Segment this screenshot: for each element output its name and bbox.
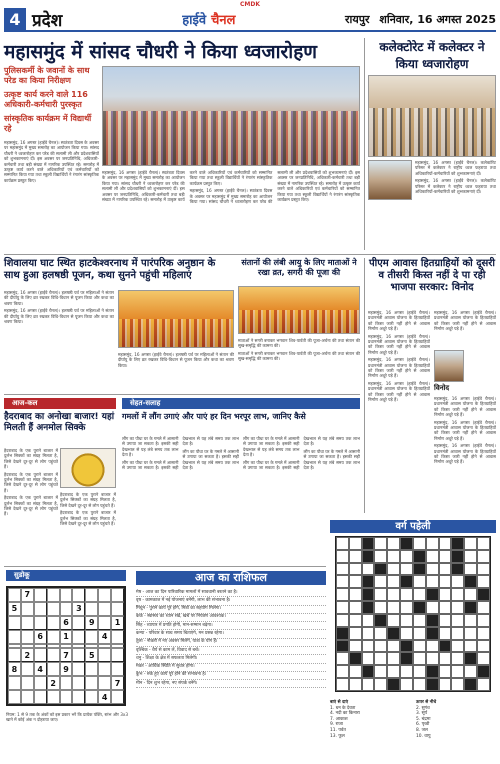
lead-body: महासमुंद, 16 अगस्त (हाईवे चैनल)। स्वतंत्रता दिवस के अवसर पर महासमुंद में मुख्य समारोह का आयोजन किया गया। सांसद चौधरी ने ध्वजारोहण कर परेड की सलामी ली और प्रदेशवासियों को शुभकामनाएं दीं। इस अवसर पर जनप्रतिनिधि, अधिकारी-कर्मचारी तथा बड़ी संख्या में नागरिक उपस्थित रहे। समारोह में उत्कृष्ट कार्य करने वाले अधिकारियों एवं कर्मचारियों को सम्मानित किया गया तथा स्कूली विद्यार्थियों ने रंगारंग सांस्कृतिक कार्यक्रम प्रस्तुत किए। bbox=[4, 140, 99, 183]
crossword-cell[interactable] bbox=[362, 563, 375, 576]
crossword-cell[interactable] bbox=[439, 614, 452, 627]
crossword-cell[interactable] bbox=[387, 550, 400, 563]
sudoku-cell[interactable]: 4 bbox=[34, 662, 47, 676]
crossword-cell[interactable] bbox=[451, 665, 464, 678]
crossword-cell[interactable] bbox=[349, 588, 362, 601]
crossword-cell[interactable] bbox=[336, 601, 349, 614]
sudoku-cell[interactable] bbox=[8, 676, 21, 690]
crossword-block bbox=[464, 652, 477, 665]
shivalay-photo bbox=[118, 290, 234, 348]
crossword-block bbox=[400, 652, 413, 665]
sudoku-cell[interactable] bbox=[47, 690, 60, 704]
crossword-block bbox=[400, 537, 413, 550]
sudoku-cell[interactable]: 9 bbox=[60, 662, 73, 676]
crossword-cell[interactable] bbox=[400, 665, 413, 678]
hyderabad-body-cont: हैदराबाद के एक पुराने बाजार में दुर्लभ सिक्कों का संग्रह मिलता है, जिसे देखने दूर-दूर से लोग पहुंचते हैं। हैदराबाद के एक पुराने बाजार में दुर्लभ सिक्कों का संग्रह मिलता है, जिसे देखने दूर-दूर से लोग पहुंचते हैं। bbox=[60, 492, 116, 527]
crossword-cell[interactable] bbox=[374, 652, 387, 665]
crossword-cell[interactable] bbox=[374, 550, 387, 563]
crossword-cell[interactable] bbox=[400, 550, 413, 563]
crossword-block bbox=[400, 640, 413, 653]
sudoku-cell[interactable] bbox=[85, 676, 98, 690]
crossword-block bbox=[413, 550, 426, 563]
sudoku-cell[interactable] bbox=[8, 616, 21, 630]
sudoku-cell[interactable] bbox=[98, 648, 111, 662]
health-body: लौंग का पौधा घर के गमले में आसानी से उगाया जा सकता है। इसकी सही देखभाल से यह लंबे समय तक लाभ देता है। लौंग का पौधा घर के गमले में आसानी से उगाया जा सकता है। इसकी सही देखभाल से यह लंबे समय तक लाभ देता है। लौंग का पौधा घर के गमले में आसानी से उगाया जा सकता है। इसकी सही देखभाल से यह लंबे समय तक लाभ देता है। लौंग का पौधा घर के गमले में आसानी से उगाया जा सकता है। इसकी सही देखभाल से यह लंबे समय तक लाभ देता है। लौंग का पौधा घर के गमले में आसानी से उगाया जा सकता है। इसकी सही देखभाल से यह लंबे समय तक लाभ देता है। लौंग का पौधा घर के गमले में आसानी से उगाया जा सकता है। इसकी सही देखभाल से यह लंबे समय तक लाभ देता है। bbox=[122, 436, 360, 471]
shivalay-body: महासमुंद, 16 अगस्त (हाईवे चैनल)। हलषष्ठी पर्व पर महिलाओं ने संतान की दीर्घायु के लिए व्रत रखकर विधि-विधान से पूजन किया और कथा का श्रवण किया। महासमुंद, 16 अगस्त (हाईवे चैनल)। हलषष्ठी पर्व पर महिलाओं ने संतान की दीर्घायु के लिए व्रत रखकर विधि-विधान से पूजन किया और कथा का श्रवण किया। bbox=[4, 290, 114, 325]
crossword-cell[interactable] bbox=[439, 652, 452, 665]
crossword-cell[interactable] bbox=[464, 550, 477, 563]
hyderabad-body: हैदराबाद के एक पुराने बाजार में दुर्लभ सिक्कों का संग्रह मिलता है, जिसे देखने दूर-दूर से लोग पहुंचते हैं। हैदराबाद के एक पुराने बाजार में दुर्लभ सिक्कों का संग्रह मिलता है, जिसे देखने दूर-दूर से लोग पहुंचते हैं। हैदराबाद के एक पुराने बाजार में दुर्लभ सिक्कों का संग्रह मिलता है, जिसे देखने दूर-दूर से लोग पहुंचते हैं। bbox=[4, 448, 58, 517]
crossword-block bbox=[362, 550, 375, 563]
crossword-cell[interactable] bbox=[374, 665, 387, 678]
sudoku-cell[interactable] bbox=[47, 648, 60, 662]
crossword-cell[interactable] bbox=[362, 627, 375, 640]
crossword-cell[interactable] bbox=[477, 563, 490, 576]
crossword-cell[interactable] bbox=[349, 614, 362, 627]
sudoku-cell[interactable]: 1 bbox=[60, 630, 73, 644]
crossword-cell[interactable] bbox=[400, 678, 413, 691]
clue-down: 10. वायु bbox=[416, 733, 431, 739]
crossword-cell[interactable] bbox=[336, 678, 349, 691]
crossword-cell[interactable] bbox=[374, 627, 387, 640]
crossword-cell[interactable] bbox=[349, 550, 362, 563]
crossword-cell[interactable] bbox=[400, 614, 413, 627]
horoscope-item: मेष - आज का दिन पारिवारिक मामलों में सावधानी बरतने का है। bbox=[136, 589, 326, 597]
crossword-cell[interactable] bbox=[413, 614, 426, 627]
date-label: शनिवार, 16 अगस्त 2025 bbox=[379, 12, 496, 26]
crossword-cell[interactable] bbox=[349, 563, 362, 576]
pm-awas-byline: विनोद bbox=[434, 384, 450, 392]
pm-awas-headline: पीएम आवास हितग्राहियों को दूसरी व तीसरी किस्त नहीं दे पा रही भाजपा सरकार: विनोद bbox=[369, 258, 495, 293]
crossword-cell[interactable] bbox=[439, 563, 452, 576]
crossword-block bbox=[349, 652, 362, 665]
crossword-block bbox=[374, 614, 387, 627]
crossword-cell[interactable] bbox=[374, 678, 387, 691]
crossword-block bbox=[362, 537, 375, 550]
sudoku-cell[interactable] bbox=[111, 588, 124, 602]
crossword-cell[interactable] bbox=[349, 640, 362, 653]
crossword-cell[interactable] bbox=[362, 678, 375, 691]
sudoku-cell[interactable] bbox=[34, 648, 47, 662]
crossword-block bbox=[477, 665, 490, 678]
crossword-cell[interactable] bbox=[413, 652, 426, 665]
crossword-cell[interactable] bbox=[477, 575, 490, 588]
crossword-block bbox=[439, 640, 452, 653]
crossword-cell[interactable] bbox=[374, 575, 387, 588]
crossword-cell[interactable] bbox=[464, 665, 477, 678]
sudoku-cell[interactable] bbox=[47, 616, 60, 630]
sudoku-cell[interactable]: 8 bbox=[8, 662, 21, 676]
sudoku-cell[interactable] bbox=[85, 690, 98, 704]
crossword-cell[interactable] bbox=[426, 537, 439, 550]
horoscope-item: मकर - आर्थिक स्थिति में सुधार होगा। bbox=[136, 664, 326, 672]
crossword-cell[interactable] bbox=[464, 627, 477, 640]
dateline bbox=[345, 12, 496, 27]
crossword-cell[interactable] bbox=[413, 575, 426, 588]
sudoku-cell[interactable]: 5 bbox=[8, 602, 21, 616]
sudoku-title: सुडोकू bbox=[6, 570, 126, 581]
crossword-cell[interactable] bbox=[400, 588, 413, 601]
section-divider bbox=[4, 394, 360, 395]
sudoku-cell[interactable] bbox=[21, 662, 34, 676]
crossword-block bbox=[413, 601, 426, 614]
masthead bbox=[4, 8, 496, 32]
crossword-cell[interactable] bbox=[387, 588, 400, 601]
crossword-cell[interactable] bbox=[439, 575, 452, 588]
sudoku-cell[interactable] bbox=[98, 616, 111, 630]
sudoku-cell[interactable] bbox=[21, 616, 34, 630]
sudoku-cell[interactable]: 7 bbox=[21, 588, 34, 602]
crossword-cell[interactable] bbox=[387, 652, 400, 665]
crossword-cell[interactable] bbox=[349, 537, 362, 550]
lead-bullet: उत्कृष्ट कार्य करने वाले 116 अधिकारी-कर्मचारी पुरस्कृत bbox=[4, 90, 88, 109]
sudoku-note: नियम: 1 से 9 तक के अंकों को इस प्रकार भरें कि प्रत्येक पंक्ति, स्तंभ और 3x3 खाने में कोई अंक न दोहराया जाए। bbox=[6, 712, 128, 723]
collector-portrait bbox=[368, 160, 412, 200]
sudoku-cell[interactable] bbox=[72, 588, 85, 602]
santan-headline: संतानों की लंबी आयु के लिए माताओं ने रखा व्रत, सगरी की पूजा की bbox=[241, 258, 357, 277]
crossword-cell[interactable] bbox=[426, 550, 439, 563]
collector-body: महासमुंद, 16 अगस्त (हाईवे चैनल)। कलेक्टोरेट परिसर में कलेक्टर ने राष्ट्रीय ध्वज फहराया तथा अधिकारियों-कर्मचारियों को शुभकामनाएं दीं। महासमुंद, 16 अगस्त (हाईवे चैनल)। कलेक्टोरेट परिसर में कलेक्टर ने राष्ट्रीय ध्वज फहराया तथा अधिकारियों-कर्मचारियों को शुभकामनाएं दीं। bbox=[415, 160, 496, 195]
crossword-cell[interactable] bbox=[464, 614, 477, 627]
crossword-cell[interactable] bbox=[426, 601, 439, 614]
sudoku-cell[interactable] bbox=[72, 676, 85, 690]
sudoku-cell[interactable] bbox=[60, 588, 73, 602]
sudoku-cell[interactable] bbox=[98, 602, 111, 616]
clues-down-title: ऊपर से नीचे bbox=[416, 700, 437, 705]
crossword-cell[interactable] bbox=[439, 627, 452, 640]
sudoku-cell[interactable]: 4 bbox=[98, 690, 111, 704]
crossword-cell[interactable] bbox=[336, 665, 349, 678]
crossword-cell[interactable] bbox=[426, 652, 439, 665]
collector-headline: कलेक्टोरेट में कलेक्टर ने किया ध्वजारोहण bbox=[379, 40, 485, 71]
crossword-cell[interactable] bbox=[362, 614, 375, 627]
sudoku-cell[interactable]: 6 bbox=[34, 630, 47, 644]
crossword-cell[interactable] bbox=[336, 537, 349, 550]
sudoku-cell[interactable] bbox=[72, 648, 85, 662]
sudoku-cell[interactable] bbox=[47, 602, 60, 616]
horoscope-item: सिंह - व्यापार में प्रगति होगी, मान-सम्मान बढ़ेगा। bbox=[136, 622, 326, 630]
crossword-cell[interactable] bbox=[349, 601, 362, 614]
crossword-cell[interactable] bbox=[374, 588, 387, 601]
sudoku-cell[interactable] bbox=[85, 662, 98, 676]
horoscope-item: वृश्चिक - धैर्य से काम लें, विवाद से बचें। bbox=[136, 647, 326, 655]
sudoku-cell[interactable] bbox=[47, 662, 60, 676]
crossword-cell[interactable] bbox=[413, 537, 426, 550]
pm-awas-body-cont2: महासमुंद, 16 अगस्त (हाईवे चैनल)। प्रधानमंत्री आवास योजना के हितग्राहियों को किस्त जारी नहीं होने से आवास निर्माण अधूरे पड़े हैं। महासमुंद, 16 अगस्त (हाईवे चैनल)। प्रधानमंत्री आवास योजना के हितग्राहियों को किस्त जारी नहीं होने से आवास निर्माण अधूरे पड़े हैं। महासमुंद, 16 अगस्त (हाईवे चैनल)। प्रधानमंत्री आवास योजना के हितग्राहियों को किस्त जारी नहीं होने से आवास निर्माण अधूरे पड़े हैं। bbox=[434, 396, 496, 465]
crossword-block bbox=[426, 627, 439, 640]
sudoku-cell[interactable] bbox=[34, 676, 47, 690]
horoscope-list bbox=[136, 589, 326, 688]
shivalay-headline: शिवालया घाट स्थित हाटकेश्वरनाथ में पारंपरिक अनुष्ठान के साथ हुआ हलषष्ठी पूजन, कथा सुनने पहुंची महिलाएं bbox=[4, 258, 216, 281]
crossword-cell[interactable] bbox=[477, 640, 490, 653]
crossword-cell[interactable] bbox=[413, 627, 426, 640]
sudoku-cell[interactable] bbox=[72, 690, 85, 704]
page-number: 4 bbox=[4, 8, 26, 30]
crossword-block bbox=[336, 640, 349, 653]
lead-bullets bbox=[4, 66, 99, 138]
crossword-block bbox=[426, 588, 439, 601]
horoscope-item: तुला - नौकरी में नए अवसर मिलेंगे, यात्रा के योग हैं। bbox=[136, 639, 326, 647]
sudoku-cell[interactable] bbox=[60, 690, 73, 704]
horoscope-item: मिथुन - पुराने कार्य पूरे होंगे, मित्रों का सहयोग मिलेगा। bbox=[136, 606, 326, 614]
crossword-block bbox=[413, 563, 426, 576]
crossword-cell[interactable] bbox=[477, 627, 490, 640]
sudoku-cell[interactable] bbox=[98, 588, 111, 602]
santan-photo bbox=[238, 286, 360, 334]
horoscope-item: धनु - शिक्षा के क्षेत्र में सफलता मिलेगी। bbox=[136, 655, 326, 663]
sudoku-grid bbox=[6, 586, 126, 706]
santan-body: माताओं ने सगरी बनाकर भगवान शिव-पार्वती की पूजा-अर्चना की तथा संतान की सुख-समृद्धि की कामना की। माताओं ने सगरी बनाकर भगवान शिव-पार्वती की पूजा-अर्चना की तथा संतान की सुख-समृद्धि की कामना की। bbox=[238, 338, 360, 362]
crossword-cell[interactable] bbox=[349, 575, 362, 588]
sudoku-cell[interactable]: 6 bbox=[60, 616, 73, 630]
newspaper-name-part1: हाईवे bbox=[182, 13, 207, 28]
crossword-cell[interactable] bbox=[413, 588, 426, 601]
crossword-block bbox=[451, 537, 464, 550]
section-title: प्रदेश bbox=[32, 10, 63, 31]
hyderabad-headline: हैदराबाद का अनोखा बाजार! यहां मिलती हैं अनमोल सिक्के bbox=[4, 412, 115, 433]
sudoku-cell[interactable]: 9 bbox=[85, 616, 98, 630]
crossword-cell[interactable] bbox=[477, 614, 490, 627]
crossword-block bbox=[400, 575, 413, 588]
clue-across: 9. राजा bbox=[330, 722, 343, 728]
sudoku-cell[interactable] bbox=[85, 602, 98, 616]
crossword-cell[interactable] bbox=[362, 640, 375, 653]
column-divider bbox=[364, 38, 365, 250]
sudoku-cell[interactable] bbox=[60, 676, 73, 690]
sudoku-cell[interactable] bbox=[21, 602, 34, 616]
crossword-cell[interactable] bbox=[387, 575, 400, 588]
crossword-cell[interactable] bbox=[336, 588, 349, 601]
brand-label: CMDK bbox=[239, 1, 260, 8]
sudoku-cell[interactable]: 1 bbox=[111, 616, 124, 630]
crossword-block bbox=[387, 678, 400, 691]
clue-down: 8. जल bbox=[416, 727, 428, 733]
clue-down: 3. सूर्य bbox=[416, 711, 428, 717]
sudoku-cell[interactable] bbox=[8, 648, 21, 662]
coin-photo bbox=[60, 448, 116, 488]
crossword-block bbox=[451, 550, 464, 563]
sudoku-cell[interactable] bbox=[47, 588, 60, 602]
health-kicker: सेहत-सलाह bbox=[122, 398, 360, 409]
crossword-cell[interactable] bbox=[439, 601, 452, 614]
sudoku-cell[interactable] bbox=[72, 662, 85, 676]
crossword-cell[interactable] bbox=[349, 665, 362, 678]
crossword-cell[interactable] bbox=[387, 537, 400, 550]
clue-across: 4. नदी का किनारा bbox=[330, 711, 360, 717]
crossword-cell[interactable] bbox=[439, 588, 452, 601]
crossword-block bbox=[477, 588, 490, 601]
sudoku-cell[interactable] bbox=[98, 662, 111, 676]
crossword-cell[interactable] bbox=[387, 640, 400, 653]
lead-photo-parade bbox=[102, 66, 360, 166]
crossword-cell[interactable] bbox=[477, 537, 490, 550]
lead-bullet: पुलिसकर्मी के जवानों के साथ परेड का किया निरीक्षण bbox=[4, 66, 90, 85]
sudoku-cell[interactable]: 7 bbox=[60, 648, 73, 662]
crossword-cell[interactable] bbox=[413, 640, 426, 653]
sudoku-cell[interactable] bbox=[111, 690, 124, 704]
crossword-cell[interactable] bbox=[336, 550, 349, 563]
crossword-cell[interactable] bbox=[451, 588, 464, 601]
crossword-cell[interactable] bbox=[451, 627, 464, 640]
sudoku-cell[interactable] bbox=[8, 588, 21, 602]
sudoku-cell[interactable] bbox=[34, 690, 47, 704]
horoscope-item: वृष - कामकाज में नई योजनाएं बनेंगी, लाभ की संभावना है। bbox=[136, 597, 326, 605]
crossword-grid bbox=[335, 536, 491, 692]
crossword-cell[interactable] bbox=[451, 652, 464, 665]
crossword-cell[interactable] bbox=[451, 614, 464, 627]
clue-across: 1. धन के देवता bbox=[330, 705, 356, 711]
crossword-cell[interactable] bbox=[451, 575, 464, 588]
crossword-block bbox=[426, 678, 439, 691]
crossword-cell[interactable] bbox=[374, 537, 387, 550]
crossword-cell[interactable] bbox=[374, 640, 387, 653]
crossword-cell[interactable] bbox=[464, 537, 477, 550]
sudoku-cell[interactable] bbox=[21, 676, 34, 690]
crossword-block bbox=[362, 588, 375, 601]
crossword-clues bbox=[330, 700, 496, 739]
clue-down: 2. सुगंध bbox=[416, 705, 430, 711]
crossword-cell[interactable] bbox=[349, 678, 362, 691]
collector-photo bbox=[368, 75, 496, 157]
sudoku-cell[interactable] bbox=[8, 630, 21, 644]
clue-across: 11. पर्वत bbox=[330, 727, 346, 733]
pm-awas-body-cont: महासमुंद, 16 अगस्त (हाईवे चैनल)। प्रधानमंत्री आवास योजना के हितग्राहियों को किस्त जारी नहीं होने से आवास निर्माण अधूरे पड़े हैं। bbox=[434, 310, 496, 332]
crossword-cell[interactable] bbox=[426, 640, 439, 653]
sudoku-cell[interactable]: 4 bbox=[98, 630, 111, 644]
sudoku-cell[interactable]: 3 bbox=[72, 602, 85, 616]
sudoku-cell[interactable] bbox=[34, 616, 47, 630]
sudoku-cell[interactable] bbox=[111, 662, 124, 676]
sudoku-cell[interactable] bbox=[85, 588, 98, 602]
sudoku-cell[interactable] bbox=[21, 630, 34, 644]
clues-across-title: बाएं से दाएं bbox=[330, 700, 348, 705]
sudoku-cell[interactable] bbox=[34, 588, 47, 602]
sudoku-cell[interactable]: 7 bbox=[111, 676, 124, 690]
crossword-cell[interactable] bbox=[439, 665, 452, 678]
sudoku-cell[interactable]: 2 bbox=[21, 648, 34, 662]
sudoku-cell[interactable]: 2 bbox=[47, 676, 60, 690]
crossword-cell[interactable] bbox=[464, 563, 477, 576]
sudoku-cell[interactable] bbox=[85, 630, 98, 644]
crossword-cell[interactable] bbox=[464, 588, 477, 601]
crossword-cell[interactable] bbox=[477, 652, 490, 665]
crossword-cell[interactable] bbox=[451, 678, 464, 691]
horoscope-title: आज का राशिफल bbox=[136, 571, 326, 585]
crossword-cell[interactable] bbox=[400, 627, 413, 640]
sudoku-cell[interactable] bbox=[111, 648, 124, 662]
crossword-cell[interactable] bbox=[439, 537, 452, 550]
crossword-cell[interactable] bbox=[426, 563, 439, 576]
crossword-cell[interactable] bbox=[362, 652, 375, 665]
horoscope-item: मीन - दिन शुभ रहेगा, नए संपर्क बनेंगे। bbox=[136, 680, 326, 688]
crossword-cell[interactable] bbox=[387, 665, 400, 678]
sudoku-cell[interactable]: 5 bbox=[85, 648, 98, 662]
horoscope-item: कर्क - स्वास्थ्य का ध्यान रखें, खर्च पर नियंत्रण आवश्यक। bbox=[136, 614, 326, 622]
crossword-cell[interactable] bbox=[336, 652, 349, 665]
horoscope-item: कुंभ - रुके हुए कार्य पूरे होने की संभावना है। bbox=[136, 672, 326, 680]
crossword-cell[interactable] bbox=[451, 601, 464, 614]
crossword-cell[interactable] bbox=[439, 550, 452, 563]
sudoku-cell[interactable] bbox=[72, 630, 85, 644]
horoscope-item: कन्या - परिवार के साथ समय बिताएंगे, मन प्रसन्न रहेगा। bbox=[136, 630, 326, 638]
crossword-cell[interactable] bbox=[477, 678, 490, 691]
crossword-cell[interactable] bbox=[451, 640, 464, 653]
shivalay-body-cont: महासमुंद, 16 अगस्त (हाईवे चैनल)। हलषष्ठी पर्व पर महिलाओं ने संतान की दीर्घायु के लिए व्रत रखकर विधि-विधान से पूजन किया और कथा का श्रवण किया। bbox=[118, 352, 234, 368]
crossword-title: वर्ग पहेली bbox=[330, 520, 496, 533]
newspaper-name bbox=[182, 10, 235, 28]
crossword-block bbox=[362, 575, 375, 588]
sudoku-cell[interactable] bbox=[72, 616, 85, 630]
health-headline: गमलों में लौंग उगाएं और पाएं हर दिन भरपूर लाभ, जानिए कैसे bbox=[122, 412, 306, 421]
clue-down: 6. पृथ्वी bbox=[416, 722, 430, 728]
sudoku-cell[interactable] bbox=[111, 630, 124, 644]
crossword-cell[interactable] bbox=[477, 550, 490, 563]
newspaper-name-part2: चैनल bbox=[211, 13, 236, 28]
pm-awas-portrait bbox=[434, 350, 464, 382]
sudoku-cell[interactable] bbox=[21, 690, 34, 704]
hyderabad-kicker: आज-कल bbox=[4, 398, 116, 409]
sudoku-cell[interactable] bbox=[8, 690, 21, 704]
crossword-cell[interactable] bbox=[413, 678, 426, 691]
sudoku-cell[interactable] bbox=[60, 602, 73, 616]
section-divider bbox=[4, 566, 326, 567]
clue-across: 7. आकाश bbox=[330, 716, 348, 722]
column-divider bbox=[364, 258, 365, 513]
lead-headline: महासमुंद में सांसद चौधरी ने किया ध्वजारोहण bbox=[4, 41, 318, 63]
crossword-cell[interactable] bbox=[400, 601, 413, 614]
lead-bullet: सांस्कृतिक कार्यक्रम में विद्यार्थी रहे bbox=[4, 114, 92, 133]
lead-body-cont: महासमुंद, 16 अगस्त (हाईवे चैनल)। स्वतंत्रता दिवस के अवसर पर महासमुंद में मुख्य समारोह का आयोजन किया गया। सांसद चौधरी ने ध्वजारोहण कर परेड की सलामी ली और प्रदेशवासियों को शुभकामनाएं दीं। इस अवसर पर जनप्रतिनिधि, अधिकारी-कर्मचारी तथा बड़ी संख्या में नागरिक उपस्थित रहे। समारोह में उत्कृष्ट कार्य करने वाले अधिकारियों एवं कर्मचारियों को सम्मानित किया गया तथा स्कूली विद्यार्थियों ने रंगारंग सांस्कृतिक कार्यक्रम प्रस्तुत किए। महासमुंद, 16 अगस्त (हाईवे चैनल)। स्वतंत्रता दिवस के अवसर पर महासमुंद में मुख्य समारोह का आयोजन किया गया। सांसद चौधरी ने ध्वजारोहण कर परेड की सलामी ली और प्रदेशवासियों को शुभकामनाएं दीं। इस अवसर पर जनप्रतिनिधि, अधिकारी-कर्मचारी तथा बड़ी संख्या में नागरिक उपस्थित रहे। समारोह में उत्कृष्ट कार्य करने वाले अधिकारियों एवं कर्मचारियों को सम्मानित किया गया तथा स्कूली विद्यार्थियों ने रंगारंग सांस्कृतिक कार्यक्रम प्रस्तुत किए। bbox=[102, 170, 360, 205]
crossword-cell[interactable] bbox=[464, 640, 477, 653]
crossword-block bbox=[336, 627, 349, 640]
clue-down: 5. चंद्रमा bbox=[416, 716, 431, 722]
crossword-block bbox=[426, 614, 439, 627]
crossword-cell[interactable] bbox=[336, 614, 349, 627]
crossword-cell[interactable] bbox=[336, 563, 349, 576]
crossword-block bbox=[362, 601, 375, 614]
crossword-cell[interactable] bbox=[336, 575, 349, 588]
crossword-cell[interactable] bbox=[374, 601, 387, 614]
crossword-cell[interactable] bbox=[413, 665, 426, 678]
crossword-block bbox=[464, 678, 477, 691]
section-divider bbox=[4, 254, 496, 255]
crossword-block bbox=[451, 563, 464, 576]
crossword-block bbox=[464, 601, 477, 614]
sudoku-cell[interactable] bbox=[47, 630, 60, 644]
crossword-block bbox=[464, 575, 477, 588]
sudoku-cell[interactable] bbox=[34, 602, 47, 616]
clue-across: 13. फूल bbox=[330, 733, 345, 739]
crossword-block bbox=[426, 665, 439, 678]
crossword-block bbox=[374, 563, 387, 576]
crossword-cell[interactable] bbox=[349, 627, 362, 640]
crossword-cell[interactable] bbox=[477, 601, 490, 614]
crossword-cell[interactable] bbox=[387, 601, 400, 614]
crossword-block bbox=[362, 665, 375, 678]
crossword-cell[interactable] bbox=[387, 614, 400, 627]
crossword-cell[interactable] bbox=[426, 575, 439, 588]
city-label: रायपुर bbox=[345, 12, 370, 26]
sudoku-cell[interactable] bbox=[98, 676, 111, 690]
crossword-cell[interactable] bbox=[387, 563, 400, 576]
crossword-cell[interactable] bbox=[439, 678, 452, 691]
crossword-block bbox=[387, 627, 400, 640]
sudoku-cell[interactable] bbox=[111, 602, 124, 616]
pm-awas-body: महासमुंद, 16 अगस्त (हाईवे चैनल)। प्रधानमंत्री आवास योजना के हितग्राहियों को किस्त जारी नहीं होने से आवास निर्माण अधूरे पड़े हैं। महासमुंद, 16 अगस्त (हाईवे चैनल)। प्रधानमंत्री आवास योजना के हितग्राहियों को किस्त जारी नहीं होने से आवास निर्माण अधूरे पड़े हैं। महासमुंद, 16 अगस्त (हाईवे चैनल)। प्रधानमंत्री आवास योजना के हितग्राहियों को किस्त जारी नहीं होने से आवास निर्माण अधूरे पड़े हैं। महासमुंद, 16 अगस्त (हाईवे चैनल)। प्रधानमंत्री आवास योजना के हितग्राहियों को किस्त जारी नहीं होने से आवास निर्माण अधूरे पड़े हैं। bbox=[368, 310, 430, 403]
crossword-cell[interactable] bbox=[400, 563, 413, 576]
